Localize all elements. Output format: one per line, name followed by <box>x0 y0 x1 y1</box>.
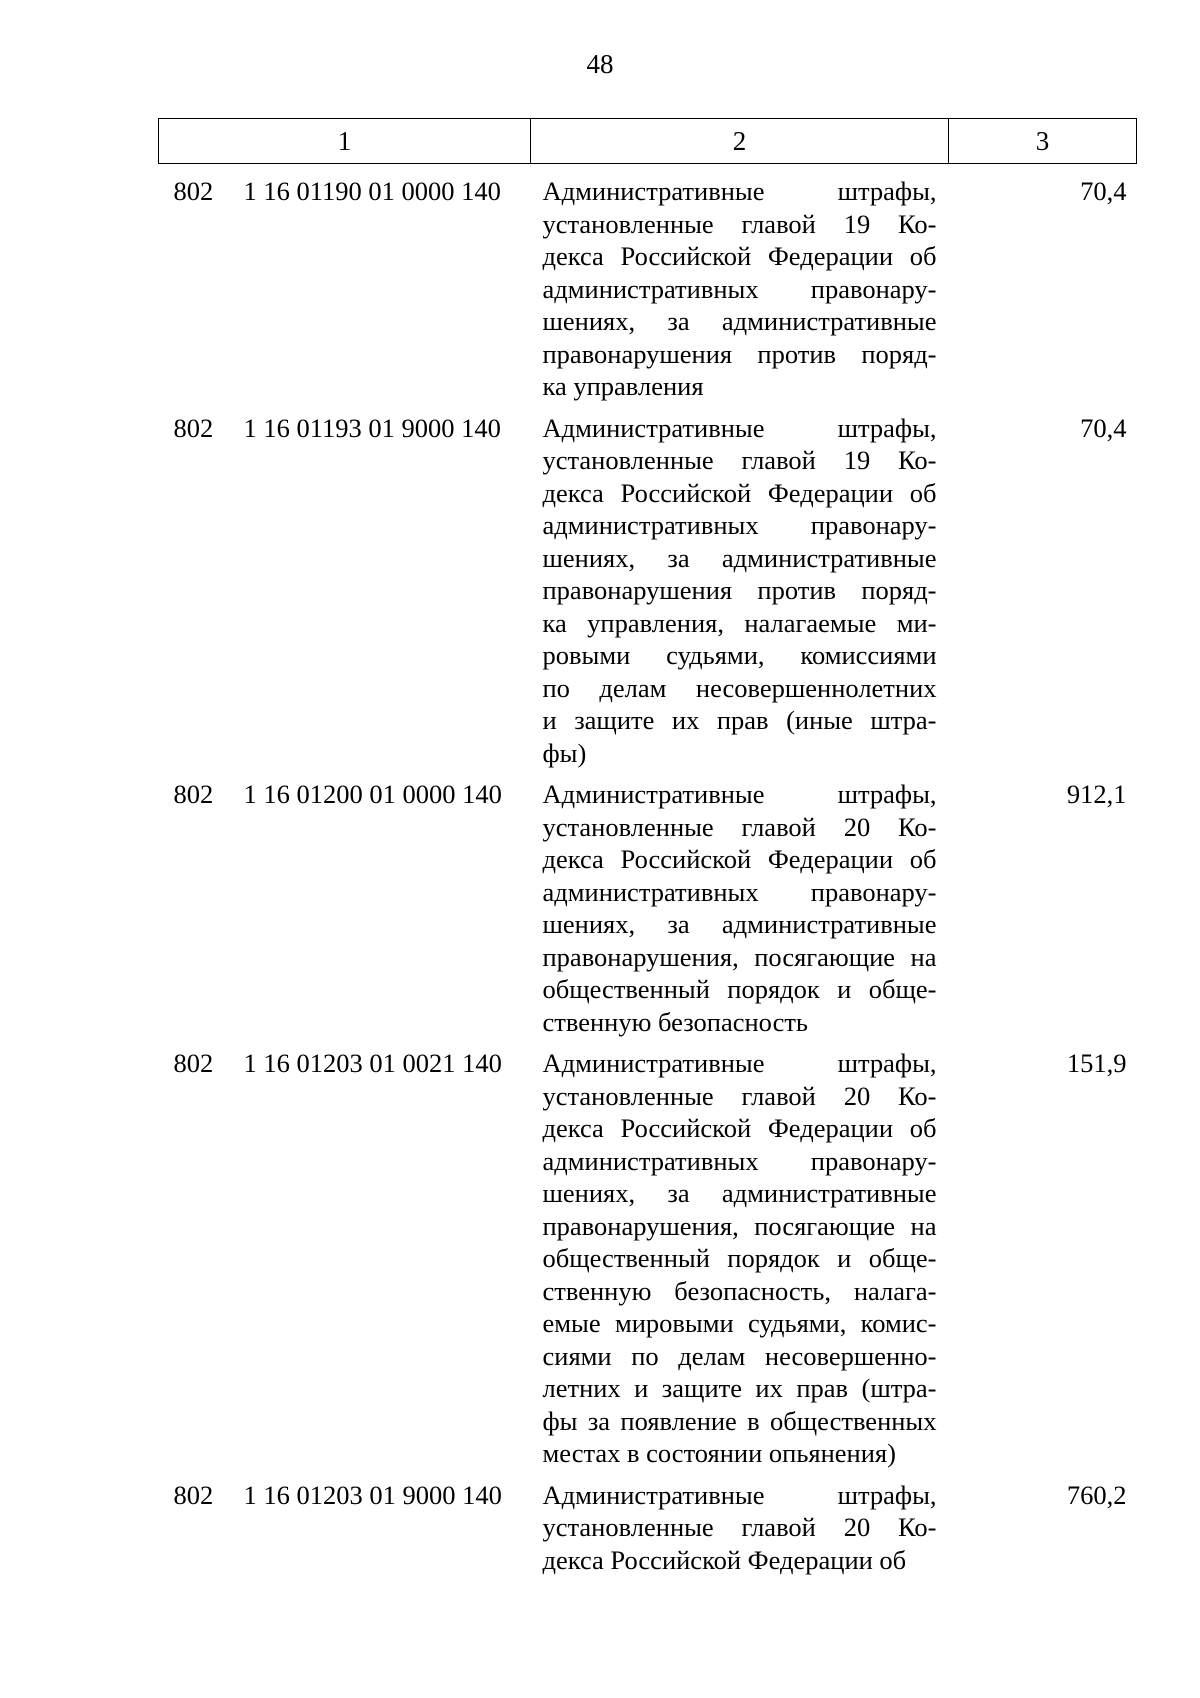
kbk-code: 1 16 01193 01 9000 140 <box>243 412 501 443</box>
description-line: Административные штрафы, <box>542 412 937 443</box>
description-line: декса Российской Федерации об <box>542 1544 907 1575</box>
kbk-code: 1 16 01203 01 0021 140 <box>243 1048 502 1078</box>
description-line: установленные главой 19 Ко- <box>542 445 937 475</box>
code-group <box>159 778 531 811</box>
description-line: по делам несовершеннолетних <box>542 672 937 703</box>
table-header-row <box>159 119 1137 164</box>
row-gap-cell <box>159 403 531 412</box>
row-gap-cell <box>949 1470 1137 1479</box>
column-header-3: 3 <box>949 119 1137 164</box>
admin-code: 802 <box>173 1048 214 1078</box>
code-group <box>159 412 531 445</box>
description-line: местах в состоянии опьянения) <box>542 1438 896 1468</box>
amount-cell: 760,2 <box>1066 1479 1127 1510</box>
description-line: Административные штрафы, <box>542 779 937 809</box>
row-gap <box>159 403 1137 412</box>
row-gap-cell <box>159 1038 531 1047</box>
row-gap <box>159 769 1137 778</box>
description-line: правонарушения, посягающие на <box>542 1210 937 1241</box>
table-row <box>159 1479 1137 1577</box>
table-row <box>159 778 1137 1038</box>
description-line: ка управления <box>542 371 704 401</box>
description-cell <box>531 412 949 770</box>
description-line: ственную безопасность <box>542 1006 809 1037</box>
description-line: фы за появление в общественных <box>542 1405 937 1436</box>
budget-revenue-table <box>158 118 1137 1576</box>
description-line: установленные главой 19 Ко- <box>542 208 937 239</box>
amount-cell: 151,9 <box>1066 1048 1127 1078</box>
table-body <box>159 164 1137 1577</box>
admin-code: 802 <box>173 1479 214 1510</box>
description-line: правонарушения против поряд- <box>542 575 937 605</box>
description-line: правонарушения, посягающие на <box>542 941 937 972</box>
row-gap-cell <box>531 403 949 412</box>
table-row <box>159 175 1137 403</box>
row-gap-cell <box>159 769 531 778</box>
description-line: шениях, за административные <box>542 542 937 573</box>
row-gap-cell <box>949 769 1137 778</box>
admin-code: 802 <box>173 412 214 443</box>
description-cell <box>531 1047 949 1470</box>
page-number: 48 <box>586 49 614 79</box>
row-gap <box>159 1470 1137 1479</box>
column-header-1: 1 <box>159 119 531 164</box>
description-line: установленные главой 20 Ко- <box>542 1512 937 1542</box>
row-gap-cell <box>531 1038 949 1047</box>
column-header-2: 2 <box>531 119 949 164</box>
code-group <box>159 1479 531 1512</box>
description-line: административных правонару- <box>542 1145 937 1176</box>
table-row <box>159 1047 1137 1470</box>
code-group <box>159 1047 531 1080</box>
description-line: общественный порядок и обще- <box>542 974 937 1004</box>
row-gap-cell <box>949 403 1137 412</box>
description-line: установленные главой 20 Ко- <box>542 811 937 842</box>
table-row <box>159 412 1137 770</box>
description-line: летних и защите их прав (штра- <box>542 1373 937 1403</box>
description-line: Административные штрафы, <box>542 176 937 206</box>
description-line: сиями по делам несовершенно- <box>542 1340 937 1371</box>
amount-cell: 912,1 <box>1066 779 1127 809</box>
admin-code: 802 <box>173 176 214 206</box>
description-line: фы) <box>542 737 587 768</box>
description-line: декса Российской Федерации об <box>542 1113 937 1143</box>
description-line: административных правонару- <box>542 273 937 304</box>
code-cell <box>159 1479 531 1577</box>
row-gap-cell <box>159 1470 531 1479</box>
description-line: ственную безопасность, налага- <box>542 1275 937 1306</box>
kbk-code: 1 16 01203 01 9000 140 <box>243 1479 502 1510</box>
row-gap-cell <box>531 1470 949 1479</box>
description-line: емые мировыми судьями, комис- <box>542 1308 937 1338</box>
code-cell <box>159 778 531 1038</box>
description-line: административных правонару- <box>542 876 937 907</box>
description-line: ровыми судьями, комиссиями <box>542 640 937 670</box>
header-spacer <box>159 164 1137 176</box>
description-line: Административные штрафы, <box>542 1479 937 1510</box>
kbk-code: 1 16 01190 01 0000 140 <box>243 176 501 206</box>
description-line: и защите их прав (иные штра- <box>542 705 937 735</box>
kbk-code: 1 16 01200 01 0000 140 <box>243 779 502 809</box>
admin-code: 802 <box>173 779 214 809</box>
description-line: Административные штрафы, <box>542 1048 937 1078</box>
code-cell <box>159 175 531 403</box>
description-line: административных правонару- <box>542 510 937 540</box>
description-line: шениях, за административные <box>542 1178 937 1208</box>
description-line: установленные главой 20 Ко- <box>542 1080 937 1111</box>
description-line: шениях, за административные <box>542 909 937 939</box>
row-gap <box>159 1038 1137 1047</box>
code-group <box>159 175 531 208</box>
description-line: декса Российской Федерации об <box>542 241 937 271</box>
code-cell <box>159 1047 531 1470</box>
row-gap-cell <box>531 769 949 778</box>
description-line: правонарушения против поряд- <box>542 338 937 369</box>
description-cell <box>531 778 949 1038</box>
code-cell <box>159 412 531 770</box>
description-cell <box>531 175 949 403</box>
row-gap-cell <box>949 1038 1137 1047</box>
description-line: ка управления, налагаемые ми- <box>542 607 937 638</box>
description-line: общественный порядок и обще- <box>542 1243 937 1273</box>
amount-cell: 70,4 <box>1080 176 1127 206</box>
description-line: декса Российской Федерации об <box>542 844 937 874</box>
description-cell <box>531 1479 949 1577</box>
description-line: декса Российской Федерации об <box>542 477 937 508</box>
description-line: шениях, за административные <box>542 306 937 336</box>
amount-cell: 70,4 <box>1080 412 1127 443</box>
